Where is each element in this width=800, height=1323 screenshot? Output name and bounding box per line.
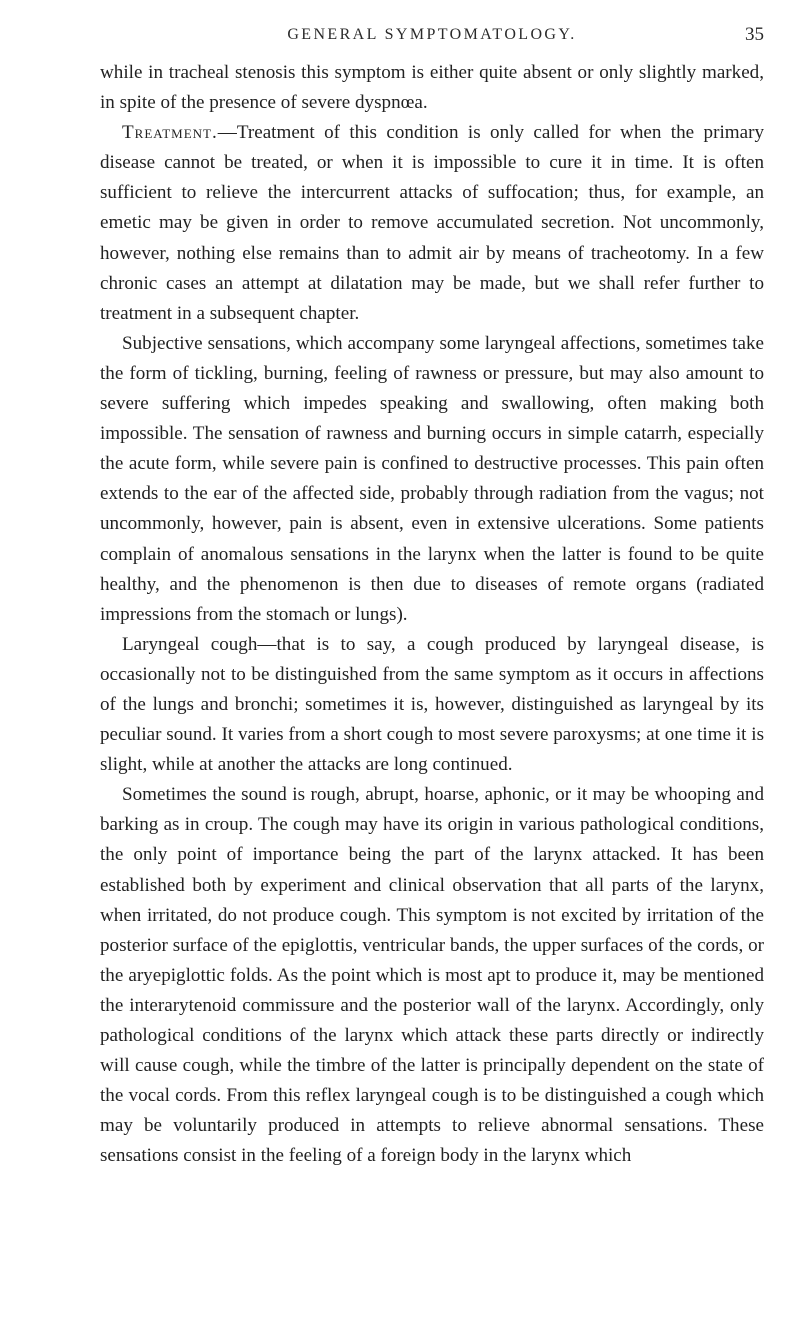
page-number: 35: [745, 24, 764, 45]
body-text: [100, 58, 764, 1171]
paragraph-treatment-text: —Treatment of this condition is only called for when the primary disease cannot be treated, or when it is impossible to cure it in time. It is often sufficient to relieve the intercurrent attacks of suffocation; thus, for example, an emetic may be given in order to remove accumulated secretion. Not uncommonly, however, nothing else remains than to admit air by means of tracheotomy. In a few chronic cases an attempt at dilatation may be made, but we shall refer further to treatment in a subsequent chapter.: [100, 122, 764, 324]
paragraph-treatment: [100, 118, 764, 329]
running-head: [100, 26, 764, 56]
paragraph-cough-sound: Sometimes the sound is rough, abrupt, hoarse, aphonic, or it may be whooping and barking as in croup. The cough may have its origin in various pathological conditions, the only point of importance being the part of the larynx attacked. It has been established both by experiment and clinical observation that all parts of the larynx, when irritated, do not produce cough. This symptom is not excited by irritation of the posterior surface of the epiglottis, ventricular bands, the upper surfaces of the cords, or the aryepiglottic folds. As the point which is most apt to produce it, may be mentioned the interarytenoid commissure and the posterior wall of the larynx. Accordingly, only pathological conditions of the larynx which attack these parts directly or indirectly will cause cough, while the timbre of the latter is principally dependent on the state of the vocal cords. From this reflex laryngeal cough is to be distinguished a cough which may be voluntarily produced in attempts to relieve abnormal sensations. These sensations consist in the feeling of a foreign body in the larynx which: [100, 784, 764, 1167]
running-title: GENERAL SYMPTOMATOLOGY.: [287, 26, 577, 43]
section-heading-treatment: Treatment.: [122, 122, 218, 144]
paragraph-laryngeal-cough: Laryngeal cough—that is to say, a cough produced by laryngeal disease, is occasionally not to be distinguished from the same symptom as it occurs in affections of the lungs and bronchi; sometimes it is, however, distinguished as laryngeal by its peculiar sound. It varies from a short cough to most severe paroxysms; at one time it is slight, while at another the attacks are long continued.: [100, 633, 764, 776]
paragraph-subjective-sensations: Subjective sensations, which accompany some laryngeal affections, sometimes take the form of tickling, burning, feeling of rawness or pressure, but may also amount to severe suffering which impedes speaking and swallowing, often making both impossible. The sensation of rawness and burning occurs in simple catarrh, especially the acute form, while severe pain is confined to destructive processes. This pain often extends to the ear of the affected side, probably through radiation from the vagus; not uncommonly, however, pain is absent, even in extensive ulcerations. Some patients complain of anomalous sensations in the larynx when the latter is found to be quite healthy, and the phenomenon is then due to diseases of remote organs (radiated impressions from the stomach or lungs).: [100, 332, 764, 625]
paragraph-continuation: while in tracheal stenosis this symptom is either quite absent or only slightly marked, in spite of the presence of severe dyspnœa.: [100, 62, 764, 114]
